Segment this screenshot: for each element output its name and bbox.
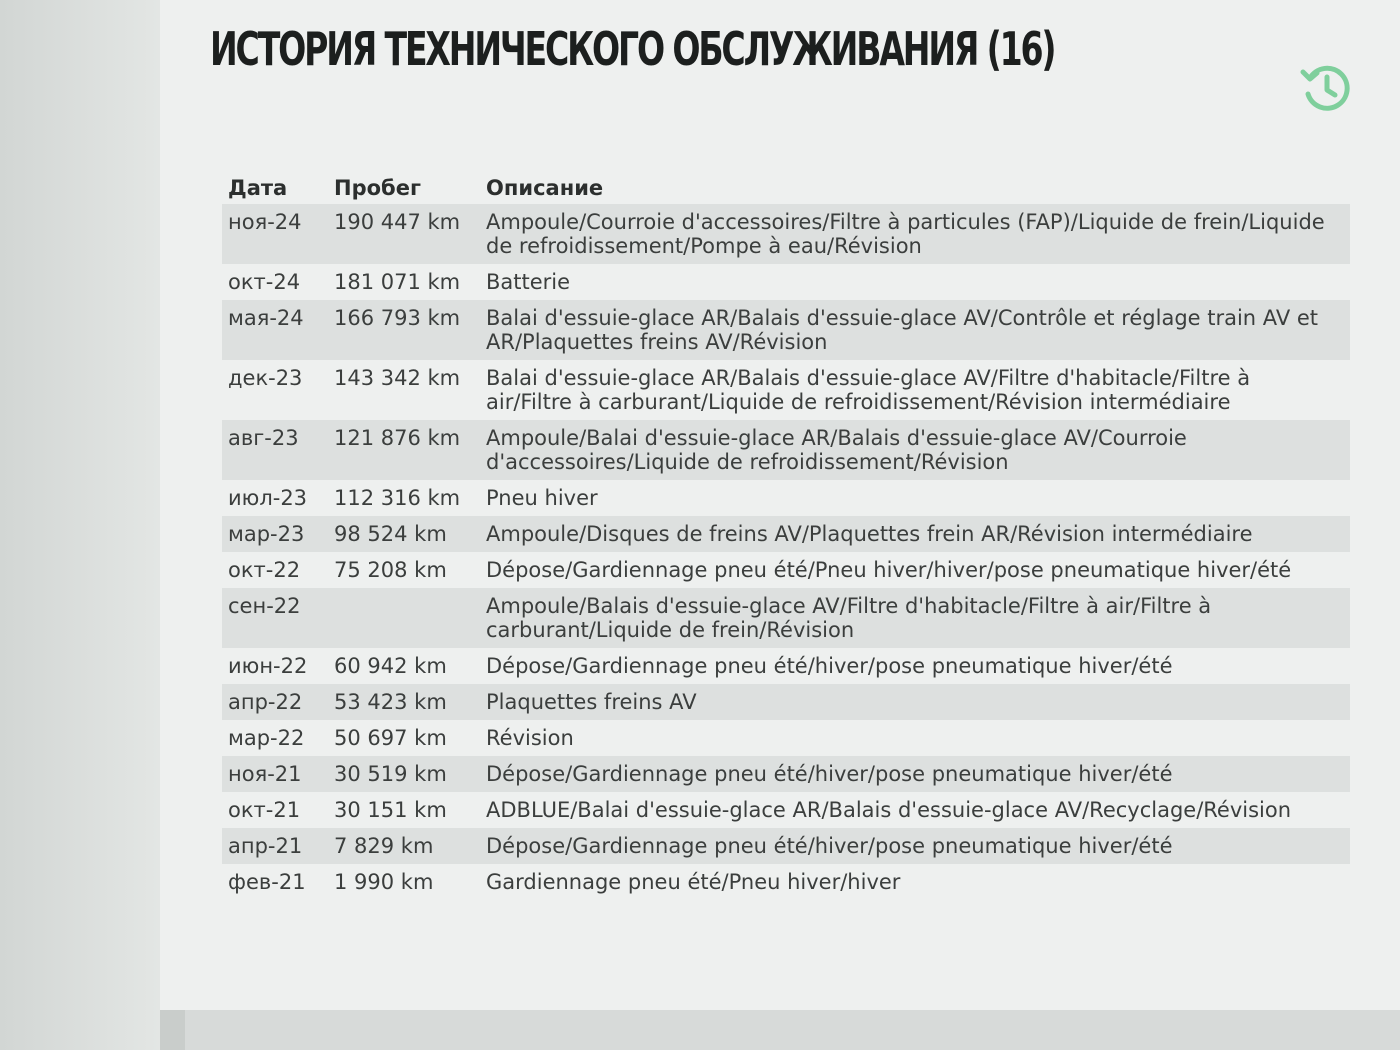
cell-description: Ampoule/Disques de freins AV/Plaquettes frein AR/Révision intermédiaire <box>486 522 1253 546</box>
table-row <box>222 300 1350 360</box>
cell-description: Dépose/Gardiennage pneu été/hiver/pose pneumatique hiver/été <box>486 762 1173 786</box>
cell-mileage: 1 990 km <box>334 870 434 894</box>
table-row <box>222 720 1350 756</box>
cell-date: окт-24 <box>228 270 301 294</box>
table-row <box>222 588 1350 648</box>
table-row <box>222 480 1350 516</box>
cell-description: Pneu hiver <box>486 486 598 510</box>
cell-date: окт-21 <box>228 798 301 822</box>
cell-date: ноя-21 <box>228 762 302 786</box>
table-row <box>222 864 1350 900</box>
cell-date: ноя-24 <box>228 210 302 234</box>
cell-mileage: 190 447 km <box>334 210 461 234</box>
cell-date: дек-23 <box>228 366 303 390</box>
table-row <box>222 552 1350 588</box>
header-description: Описание <box>486 176 604 200</box>
cell-mileage: 121 876 km <box>334 426 461 450</box>
cell-description: Ampoule/Courroie d'accessoires/Filtre à particules (FAP)/Liquide de frein/Liquide de refroidissement/Pompe à eau/Révision <box>486 210 1325 258</box>
cell-mileage: 30 151 km <box>334 798 447 822</box>
table-row <box>222 264 1350 300</box>
cell-description: Balai d'essuie-glace AR/Balais d'essuie-glace AV/Filtre d'habitacle/Filtre à air/Filtre à carburant/Liquide de refroidissement/Révision intermédiaire <box>486 366 1251 414</box>
page-title: ИСТОРИЯ ТЕХНИЧЕСКОГО ОБСЛУЖИВАНИЯ (16) <box>210 22 1055 76</box>
table-header <box>222 160 1350 204</box>
cell-mileage: 181 071 km <box>334 270 461 294</box>
maintenance-table <box>222 160 1350 900</box>
header-date: Дата <box>228 176 288 200</box>
cell-date: мар-23 <box>228 522 305 546</box>
cell-mileage: 50 697 km <box>334 726 447 750</box>
panel-bottom-edge <box>185 1010 1400 1050</box>
table-row <box>222 516 1350 552</box>
table-row <box>222 204 1350 264</box>
cell-description: Balai d'essuie-glace AR/Balais d'essuie-glace AV/Contrôle et réglage train AV et AR/Plaquettes freins AV/Révision <box>486 306 1319 354</box>
cell-description: Ampoule/Balais d'essuie-glace AV/Filtre d'habitacle/Filtre à air/Filtre à carburant/Liquide de frein/Révision <box>486 594 1212 642</box>
cell-date: фев-21 <box>228 870 306 894</box>
cell-mileage: 75 208 km <box>334 558 447 582</box>
history-icon[interactable] <box>1298 60 1354 116</box>
cell-description: Ampoule/Balai d'essuie-glace AR/Balais d'essuie-glace AV/Courroie d'accessoires/Liquide de refroidissement/Révision <box>486 426 1187 474</box>
cell-mileage: 60 942 km <box>334 654 447 678</box>
cell-mileage: 98 524 km <box>334 522 447 546</box>
cell-description: Gardiennage pneu été/Pneu hiver/hiver <box>486 870 901 894</box>
cell-description: Plaquettes freins AV <box>486 690 697 714</box>
cell-mileage: 7 829 km <box>334 834 434 858</box>
cell-description: Révision <box>486 726 574 750</box>
cell-date: апр-21 <box>228 834 303 858</box>
table-row <box>222 684 1350 720</box>
cell-date: сен-22 <box>228 594 301 618</box>
cell-date: июл-23 <box>228 486 308 510</box>
cell-mileage: 30 519 km <box>334 762 447 786</box>
cell-date: апр-22 <box>228 690 303 714</box>
cell-description: Dépose/Gardiennage pneu été/Pneu hiver/hiver/pose pneumatique hiver/été <box>486 558 1292 582</box>
cell-date: мая-24 <box>228 306 304 330</box>
table-row <box>222 360 1350 420</box>
table-row <box>222 420 1350 480</box>
table-row <box>222 828 1350 864</box>
cell-description: ADBLUE/Balai d'essuie-glace AR/Balais d'essuie-glace AV/Recyclage/Révision <box>486 798 1292 822</box>
table-row <box>222 792 1350 828</box>
cell-mileage: 143 342 km <box>334 366 461 390</box>
cell-mileage: 112 316 km <box>334 486 461 510</box>
cell-description: Dépose/Gardiennage pneu été/hiver/pose pneumatique hiver/été <box>486 654 1173 678</box>
cell-date: июн-22 <box>228 654 308 678</box>
table-row <box>222 648 1350 684</box>
cell-mileage: 166 793 km <box>334 306 461 330</box>
table-row <box>222 756 1350 792</box>
cell-mileage: 53 423 km <box>334 690 447 714</box>
cell-date: мар-22 <box>228 726 305 750</box>
cell-date: авг-23 <box>228 426 299 450</box>
cell-description: Dépose/Gardiennage pneu été/hiver/pose pneumatique hiver/été <box>486 834 1173 858</box>
cell-description: Batterie <box>486 270 571 294</box>
screen-left-margin <box>0 0 160 1050</box>
header-mileage: Пробег <box>334 176 421 200</box>
cell-date: окт-22 <box>228 558 301 582</box>
